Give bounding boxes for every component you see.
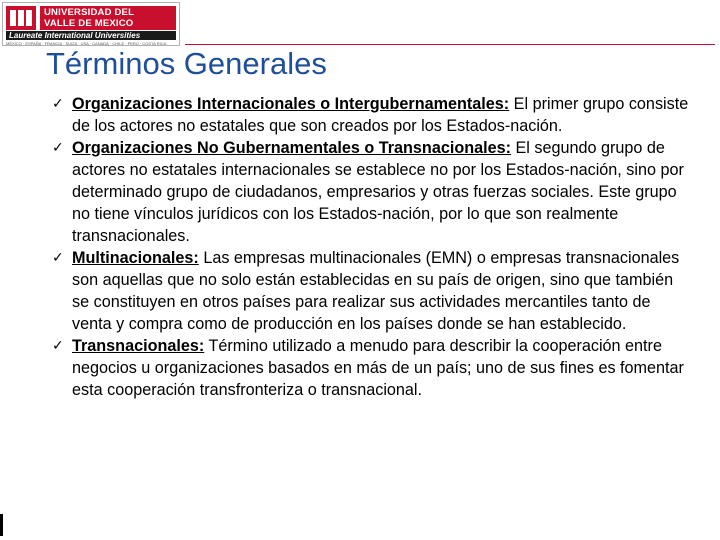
logo-countries: MÉXICO · ESPAÑA · FRANCIA · SUIZA · USA · CANADÁ · CHILE · PERÚ · COSTA RICA	[6, 41, 167, 46]
list-item	[52, 335, 692, 401]
checkmark-icon: ✓	[52, 96, 64, 112]
slide-edge-marker	[0, 514, 3, 536]
term-definition: El segundo grupo de actores no estatales internacionales se establece no por los Estados-nación, sino por determinado grupo de ciudadanos, empresarios y otras fuerzas sociales. Este grupo no tiene vínculos jurídicos con los Estados-nación, por lo que son realmente transnacionales.	[72, 139, 684, 245]
logo-emblem-icon	[6, 6, 36, 30]
term-name: Organizaciones Internacionales o Intergubernamentales:	[72, 95, 510, 113]
list-item	[52, 93, 692, 137]
checkmark-icon: ✓	[52, 250, 64, 266]
checkmark-icon: ✓	[52, 140, 64, 156]
term-definition: El primer grupo consiste de los actores no estatales que son creados por los Estados-nación.	[72, 95, 689, 135]
list-item	[52, 137, 692, 247]
term-name: Transnacionales:	[72, 337, 205, 355]
logo-name-line2: VALLE DE MEXICO	[44, 18, 134, 29]
checkmark-icon: ✓	[52, 338, 64, 354]
logo-name-line1: UNIVERSIDAD DEL	[44, 7, 135, 18]
logo-university-name	[40, 6, 176, 30]
list-item	[52, 247, 692, 335]
logo-network-name: Laureate International Universities	[6, 31, 176, 40]
page-title: Términos Generales	[46, 46, 327, 81]
terms-list	[52, 93, 692, 401]
term-definition: Las empresas multinacionales (EMN) o empresas transnacionales son aquellas que no solo están establecidas en su país de origen, sino que también se constituyen en otros países para realizar sus actividades mercantiles tanto de venta y compra como de producción en los países donde se han establecido.	[72, 249, 680, 333]
term-name: Organizaciones No Gubernamentales o Transnacionales:	[72, 139, 511, 157]
term-name: Multinacionales:	[72, 249, 199, 267]
header-divider	[185, 44, 715, 45]
university-logo	[2, 2, 180, 46]
term-definition: Término utilizado a menudo para describir la cooperación entre negocios u organizaciones basados en más de un país; uno de sus fines es fomentar esta cooperación transfronteriza o transnacional.	[72, 337, 684, 399]
